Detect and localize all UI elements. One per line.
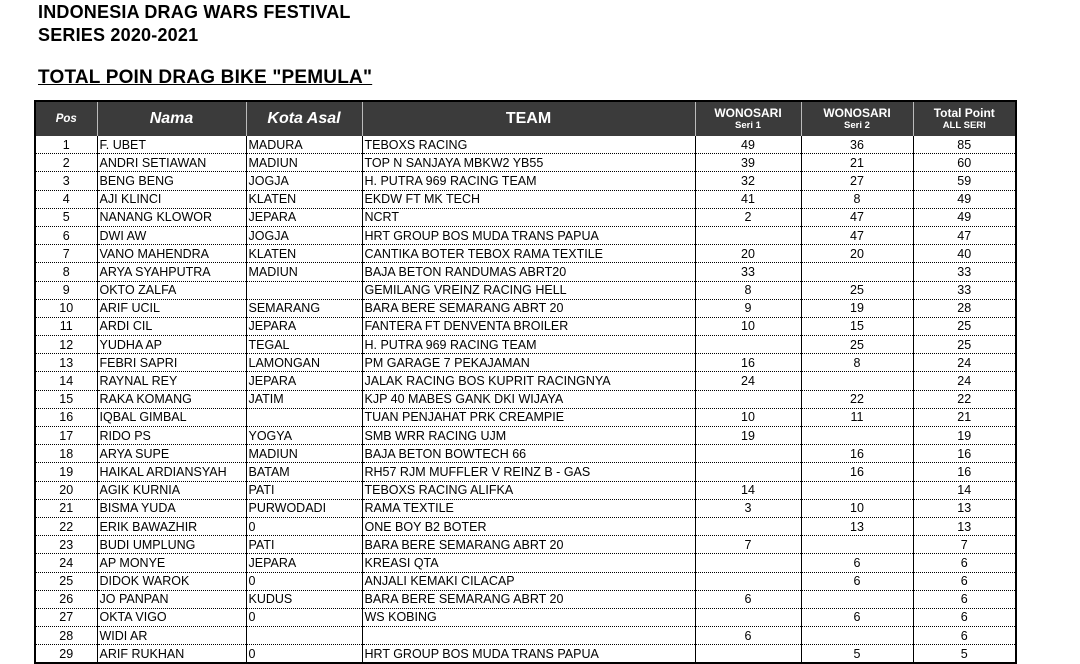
table-row — [35, 499, 1016, 517]
cell-total: 13 — [913, 499, 1016, 517]
cell-pos: 22 — [35, 517, 97, 535]
cell-seri1 — [695, 336, 801, 354]
cell-team: BARA BERE SEMARANG ABRT 20 — [362, 590, 695, 608]
cell-seri1: 10 — [695, 408, 801, 426]
cell-kota: BATAM — [246, 463, 362, 481]
cell-seri1: 33 — [695, 263, 801, 281]
table-row — [35, 517, 1016, 535]
cell-nama: ANDRI SETIAWAN — [97, 154, 246, 172]
cell-total: 40 — [913, 245, 1016, 263]
cell-kota: KLATEN — [246, 245, 362, 263]
cell-nama: F. UBET — [97, 136, 246, 154]
cell-seri1: 24 — [695, 372, 801, 390]
cell-kota — [246, 627, 362, 645]
table-row — [35, 336, 1016, 354]
cell-seri1 — [695, 226, 801, 244]
cell-total: 60 — [913, 154, 1016, 172]
cell-seri1: 20 — [695, 245, 801, 263]
cell-team: EKDW FT MK TECH — [362, 190, 695, 208]
cell-team: RAMA TEXTILE — [362, 499, 695, 517]
cell-kota: JOGJA — [246, 172, 362, 190]
cell-kota: PATI — [246, 536, 362, 554]
cell-nama: FEBRI SAPRI — [97, 354, 246, 372]
cell-team: BARA BERE SEMARANG ABRT 20 — [362, 536, 695, 554]
cell-seri2: 6 — [801, 572, 913, 590]
cell-kota: KLATEN — [246, 190, 362, 208]
cell-team: TOP N SANJAYA MBKW2 YB55 — [362, 154, 695, 172]
col-nama-header: Nama — [97, 101, 246, 136]
cell-pos: 12 — [35, 336, 97, 354]
cell-team: ANJALI KEMAKI CILACAP — [362, 572, 695, 590]
table-row — [35, 554, 1016, 572]
cell-team: HRT GROUP BOS MUDA TRANS PAPUA — [362, 645, 695, 664]
cell-total: 49 — [913, 190, 1016, 208]
seri2-label: Seri 2 — [844, 120, 870, 131]
cell-seri2: 5 — [801, 645, 913, 664]
cell-pos: 1 — [35, 136, 97, 154]
cell-pos: 11 — [35, 317, 97, 335]
cell-kota: MADIUN — [246, 445, 362, 463]
cell-team: TEBOXS RACING — [362, 136, 695, 154]
cell-nama: ARIF UCIL — [97, 299, 246, 317]
cell-pos: 8 — [35, 263, 97, 281]
cell-seri2 — [801, 263, 913, 281]
cell-kota: JATIM — [246, 390, 362, 408]
cell-seri1 — [695, 572, 801, 590]
cell-seri1 — [695, 608, 801, 626]
col-team-header: TEAM — [362, 101, 695, 136]
cell-total: 85 — [913, 136, 1016, 154]
cell-seri2 — [801, 372, 913, 390]
cell-pos: 19 — [35, 463, 97, 481]
cell-seri2: 16 — [801, 463, 913, 481]
cell-seri1 — [695, 554, 801, 572]
table-row — [35, 245, 1016, 263]
cell-pos: 24 — [35, 554, 97, 572]
cell-pos: 10 — [35, 299, 97, 317]
seri1-label: Seri 1 — [735, 120, 761, 131]
cell-kota: JEPARA — [246, 554, 362, 572]
cell-kota: 0 — [246, 572, 362, 590]
cell-seri1: 6 — [695, 590, 801, 608]
total-label: Total Point — [933, 106, 995, 120]
cell-nama: HAIKAL ARDIANSYAH — [97, 463, 246, 481]
cell-nama: DWI AW — [97, 226, 246, 244]
cell-team: CANTIKA BOTER TEBOX RAMA TEXTILE — [362, 245, 695, 263]
cell-total: 16 — [913, 463, 1016, 481]
cell-seri1 — [695, 517, 801, 535]
cell-kota: MADIUN — [246, 154, 362, 172]
cell-nama: BUDI UMPLUNG — [97, 536, 246, 554]
cell-pos: 27 — [35, 608, 97, 626]
cell-team: TEBOXS RACING ALIFKA — [362, 481, 695, 499]
col-seri2-header — [801, 101, 913, 136]
cell-seri2: 47 — [801, 226, 913, 244]
cell-kota: JEPARA — [246, 317, 362, 335]
table-row — [35, 263, 1016, 281]
cell-kota: JOGJA — [246, 226, 362, 244]
cell-kota: YOGYA — [246, 427, 362, 445]
cell-nama: RIDO PS — [97, 427, 246, 445]
table-row — [35, 590, 1016, 608]
cell-team: GEMILANG VREINZ RACING HELL — [362, 281, 695, 299]
cell-team: BAJA BETON BOWTECH 66 — [362, 445, 695, 463]
cell-kota: TEGAL — [246, 336, 362, 354]
cell-kota — [246, 281, 362, 299]
cell-nama: ARDI CIL — [97, 317, 246, 335]
table-row — [35, 390, 1016, 408]
cell-seri1: 8 — [695, 281, 801, 299]
cell-total: 14 — [913, 481, 1016, 499]
cell-seri1: 16 — [695, 354, 801, 372]
cell-total: 49 — [913, 208, 1016, 226]
cell-seri2 — [801, 427, 913, 445]
table-row — [35, 172, 1016, 190]
cell-nama: RAKA KOMANG — [97, 390, 246, 408]
col-seri1-header — [695, 101, 801, 136]
table-row — [35, 136, 1016, 154]
cell-pos: 3 — [35, 172, 97, 190]
cell-kota: PATI — [246, 481, 362, 499]
cell-team: SMB WRR RACING UJM — [362, 427, 695, 445]
cell-seri2: 10 — [801, 499, 913, 517]
cell-seri2: 8 — [801, 190, 913, 208]
cell-nama: ARYA SUPE — [97, 445, 246, 463]
cell-total: 25 — [913, 336, 1016, 354]
cell-total: 47 — [913, 226, 1016, 244]
cell-nama: ARYA SYAHPUTRA — [97, 263, 246, 281]
table-row — [35, 481, 1016, 499]
cell-seri2 — [801, 627, 913, 645]
cell-pos: 6 — [35, 226, 97, 244]
cell-total: 59 — [913, 172, 1016, 190]
seri1-venue: WONOSARI — [714, 106, 782, 120]
cell-nama: IQBAL GIMBAL — [97, 408, 246, 426]
cell-seri2: 21 — [801, 154, 913, 172]
table-row — [35, 445, 1016, 463]
cell-nama: ARIF RUKHAN — [97, 645, 246, 664]
col-pos-header: Pos — [35, 101, 97, 136]
table-title: TOTAL POIN DRAG BIKE "PEMULA" — [38, 67, 373, 88]
table-row — [35, 427, 1016, 445]
cell-kota: 0 — [246, 645, 362, 664]
table-row — [35, 317, 1016, 335]
cell-team: KJP 40 MABES GANK DKI WIJAYA — [362, 390, 695, 408]
cell-seri1 — [695, 463, 801, 481]
cell-total: 6 — [913, 590, 1016, 608]
table-row — [35, 208, 1016, 226]
cell-seri1: 10 — [695, 317, 801, 335]
seri2-venue: WONOSARI — [823, 106, 891, 120]
cell-seri2 — [801, 481, 913, 499]
cell-pos: 16 — [35, 408, 97, 426]
cell-seri1: 3 — [695, 499, 801, 517]
cell-seri1: 2 — [695, 208, 801, 226]
cell-seri1 — [695, 445, 801, 463]
cell-team — [362, 627, 695, 645]
cell-pos: 15 — [35, 390, 97, 408]
cell-pos: 28 — [35, 627, 97, 645]
table-row — [35, 645, 1016, 664]
col-total-header — [913, 101, 1016, 136]
cell-kota: 0 — [246, 517, 362, 535]
cell-nama: VANO MAHENDRA — [97, 245, 246, 263]
table-row — [35, 226, 1016, 244]
cell-kota: MADURA — [246, 136, 362, 154]
cell-nama: RAYNAL REY — [97, 372, 246, 390]
table-row — [35, 408, 1016, 426]
cell-total: 7 — [913, 536, 1016, 554]
cell-team: WS KOBING — [362, 608, 695, 626]
table-row — [35, 536, 1016, 554]
cell-pos: 20 — [35, 481, 97, 499]
cell-pos: 13 — [35, 354, 97, 372]
cell-pos: 2 — [35, 154, 97, 172]
cell-total: 6 — [913, 608, 1016, 626]
cell-seri1: 39 — [695, 154, 801, 172]
cell-seri2 — [801, 536, 913, 554]
cell-kota: 0 — [246, 608, 362, 626]
cell-seri2: 27 — [801, 172, 913, 190]
table-row — [35, 627, 1016, 645]
cell-seri2: 15 — [801, 317, 913, 335]
cell-seri1: 49 — [695, 136, 801, 154]
cell-kota: JEPARA — [246, 208, 362, 226]
cell-total: 28 — [913, 299, 1016, 317]
table-row — [35, 572, 1016, 590]
cell-seri1: 6 — [695, 627, 801, 645]
cell-seri1: 41 — [695, 190, 801, 208]
cell-total: 33 — [913, 263, 1016, 281]
cell-team: ONE BOY B2 BOTER — [362, 517, 695, 535]
cell-team: H. PUTRA 969 RACING TEAM — [362, 336, 695, 354]
cell-pos: 25 — [35, 572, 97, 590]
cell-total: 6 — [913, 554, 1016, 572]
cell-nama: NANANG KLOWOR — [97, 208, 246, 226]
cell-pos: 9 — [35, 281, 97, 299]
table-row — [35, 190, 1016, 208]
cell-team: RH57 RJM MUFFLER V REINZ B - GAS — [362, 463, 695, 481]
cell-team: JALAK RACING BOS KUPRIT RACINGNYA — [362, 372, 695, 390]
table-row — [35, 608, 1016, 626]
cell-pos: 17 — [35, 427, 97, 445]
cell-team: HRT GROUP BOS MUDA TRANS PAPUA — [362, 226, 695, 244]
table-header-row — [35, 101, 1016, 136]
standings-table — [34, 100, 1017, 664]
cell-nama: AP MONYE — [97, 554, 246, 572]
cell-kota: SEMARANG — [246, 299, 362, 317]
cell-total: 6 — [913, 572, 1016, 590]
cell-seri2: 25 — [801, 336, 913, 354]
cell-nama: WIDI AR — [97, 627, 246, 645]
cell-pos: 14 — [35, 372, 97, 390]
cell-kota: PURWODADI — [246, 499, 362, 517]
cell-pos: 4 — [35, 190, 97, 208]
cell-seri2: 11 — [801, 408, 913, 426]
document-title: INDONESIA DRAG WARS FESTIVAL — [38, 2, 351, 22]
table-row — [35, 354, 1016, 372]
cell-total: 5 — [913, 645, 1016, 664]
cell-team: H. PUTRA 969 RACING TEAM — [362, 172, 695, 190]
cell-pos: 26 — [35, 590, 97, 608]
cell-seri1: 19 — [695, 427, 801, 445]
cell-nama: BISMA YUDA — [97, 499, 246, 517]
cell-team: NCRT — [362, 208, 695, 226]
cell-seri2: 6 — [801, 608, 913, 626]
table-row — [35, 372, 1016, 390]
cell-kota: KUDUS — [246, 590, 362, 608]
cell-pos: 18 — [35, 445, 97, 463]
table-row — [35, 281, 1016, 299]
cell-pos: 5 — [35, 208, 97, 226]
cell-total: 16 — [913, 445, 1016, 463]
cell-seri2: 13 — [801, 517, 913, 535]
cell-kota — [246, 408, 362, 426]
cell-total: 24 — [913, 354, 1016, 372]
cell-seri1: 32 — [695, 172, 801, 190]
cell-nama: DIDOK WAROK — [97, 572, 246, 590]
cell-seri2: 25 — [801, 281, 913, 299]
cell-seri1: 7 — [695, 536, 801, 554]
cell-seri2 — [801, 590, 913, 608]
table-row — [35, 154, 1016, 172]
cell-seri1 — [695, 645, 801, 664]
cell-team: KREASI QTA — [362, 554, 695, 572]
cell-total: 19 — [913, 427, 1016, 445]
document-series: SERIES 2020-2021 — [38, 25, 199, 45]
cell-pos: 7 — [35, 245, 97, 263]
cell-seri2: 20 — [801, 245, 913, 263]
cell-pos: 29 — [35, 645, 97, 664]
cell-seri1: 9 — [695, 299, 801, 317]
cell-kota: MADIUN — [246, 263, 362, 281]
cell-total: 13 — [913, 517, 1016, 535]
cell-nama: OKTO ZALFA — [97, 281, 246, 299]
cell-team: PM GARAGE 7 PEKAJAMAN — [362, 354, 695, 372]
cell-seri2: 6 — [801, 554, 913, 572]
col-kota-header: Kota Asal — [246, 101, 362, 136]
cell-seri2: 8 — [801, 354, 913, 372]
cell-nama: AJI KLINCI — [97, 190, 246, 208]
cell-seri1 — [695, 390, 801, 408]
table-row — [35, 299, 1016, 317]
cell-total: 21 — [913, 408, 1016, 426]
cell-nama: OKTA VIGO — [97, 608, 246, 626]
cell-team: FANTERA FT DENVENTA BROILER — [362, 317, 695, 335]
cell-seri1: 14 — [695, 481, 801, 499]
cell-seri2: 22 — [801, 390, 913, 408]
cell-nama: YUDHA AP — [97, 336, 246, 354]
cell-total: 22 — [913, 390, 1016, 408]
table-row — [35, 463, 1016, 481]
cell-total: 25 — [913, 317, 1016, 335]
cell-pos: 21 — [35, 499, 97, 517]
cell-team: BARA BERE SEMARANG ABRT 20 — [362, 299, 695, 317]
cell-seri2: 19 — [801, 299, 913, 317]
cell-seri2: 16 — [801, 445, 913, 463]
cell-nama: AGIK KURNIA — [97, 481, 246, 499]
cell-nama: BENG BENG — [97, 172, 246, 190]
cell-nama: ERIK BAWAZHIR — [97, 517, 246, 535]
cell-team: TUAN PENJAHAT PRK CREAMPIE — [362, 408, 695, 426]
cell-nama: JO PANPAN — [97, 590, 246, 608]
cell-kota: JEPARA — [246, 372, 362, 390]
cell-seri2: 36 — [801, 136, 913, 154]
cell-total: 33 — [913, 281, 1016, 299]
cell-total: 6 — [913, 627, 1016, 645]
cell-kota: LAMONGAN — [246, 354, 362, 372]
cell-pos: 23 — [35, 536, 97, 554]
total-sub-label: ALL SERI — [942, 120, 986, 131]
cell-total: 24 — [913, 372, 1016, 390]
cell-team: BAJA BETON RANDUMAS ABRT20 — [362, 263, 695, 281]
cell-seri2: 47 — [801, 208, 913, 226]
